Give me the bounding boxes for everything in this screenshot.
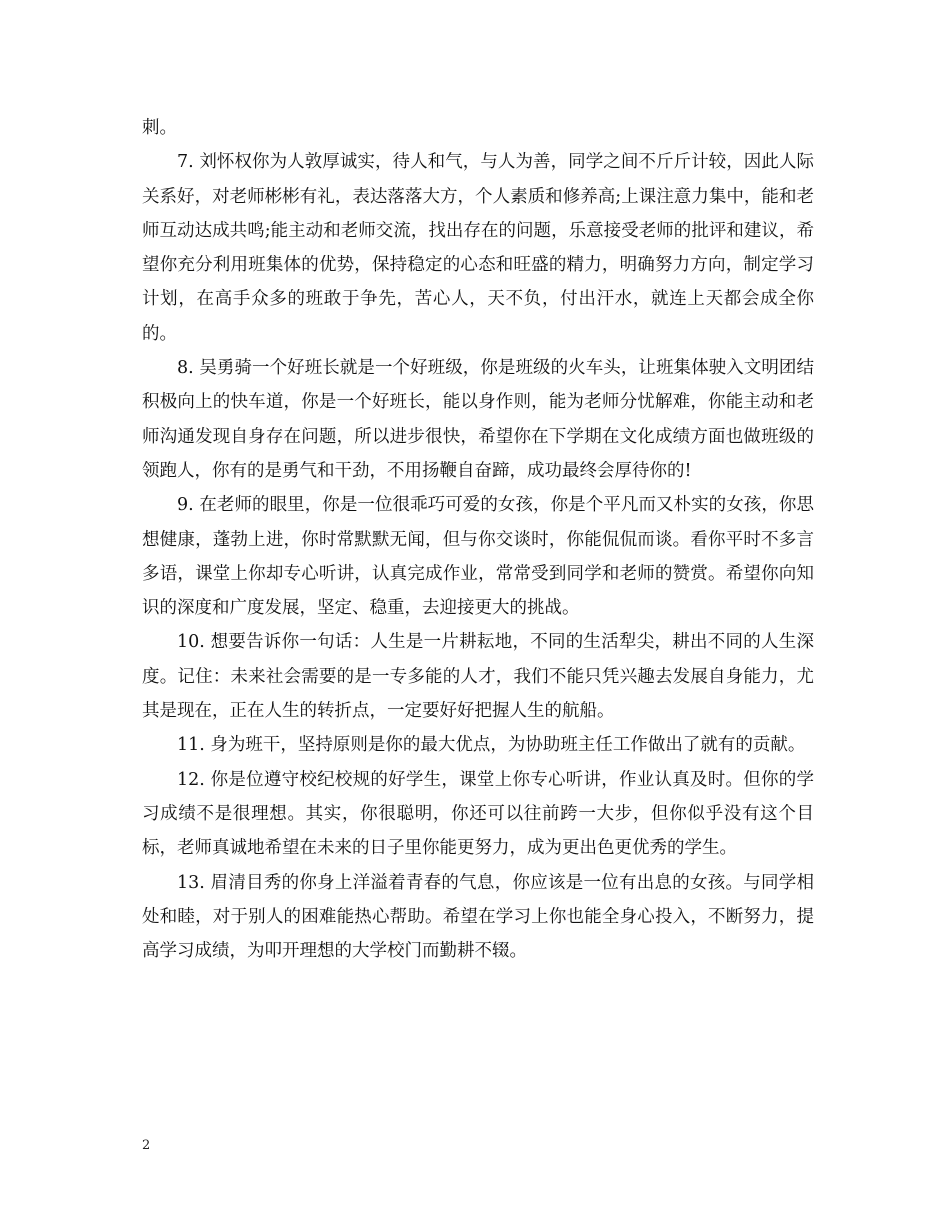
paragraph-comment-7: 7. 刘怀权你为人敦厚诚实，待人和气，与人为善，同学之间不斤斤计较，因此人际关系好，对老师彬彬有礼，表达落落大方，个人素质和修养高;上课注意力集中，能和老师互动达成共鸣;能主动和老师交流，找出存在的问题，乐意接受老师的批评和建议，希望你充分利用班集体的优势，保持稳定的心态和旺盛的精力，明确努力方向，制定学习计划，在高手众多的班敢于争先，苦心人，天不负，付出汗水，就连上天都会成全你的。 — [142, 152, 814, 344]
paragraph-comment-8: 8. 吴勇骑一个好班长就是一个好班级，你是班级的火车头，让班集体驶入文明团结积极向上的快车道，你是一个好班长，能以身作则，能为老师分忧解难，你能主动和老师沟通发现自身存在问题，所以进步很快，希望你在下学期在文化成绩方面也做班级的领跑人，你有的是勇气和干劲，不用扬鞭自奋蹄，成功最终会厚待你的! — [142, 358, 814, 481]
page-number: 2 — [142, 1138, 151, 1153]
paragraph-comment-13: 13. 眉清目秀的你身上洋溢着青春的气息，你应该是一位有出息的女孩。与同学相处和睦，对于别人的困难能热心帮助。希望在学习上你也能全身心投入，不断努力，提高学习成绩，为叩开理想的大学校门而勤耕不辍。 — [142, 872, 814, 962]
paragraph-comment-10: 10. 想要告诉你一句话：人生是一片耕耘地，不同的生活犁尖，耕出不同的人生深度。记住：未来社会需要的是一专多能的人才，我们不能只凭兴趣去发展自身能力，尤其是现在，正在人生的转折点，一定要好好把握人生的航船。 — [142, 632, 814, 722]
paragraph-comment-11: 11. 身为班干，坚持原则是你的最大优点，为协助班主任工作做出了就有的贡献。 — [177, 735, 806, 756]
paragraph-continuation: 刺。 — [142, 118, 177, 138]
paragraph-comment-12: 12. 你是位遵守校纪校规的好学生，课堂上你专心听讲，作业认真及时。但你的学习成绩不是很理想。其实，你很聪明，你还可以往前跨一大步，但你似乎没有这个目标，老师真诚地希望在未来的日子里你能更努力，成为更出色更优秀的学生。 — [142, 769, 814, 859]
paragraph-comment-9: 9. 在老师的眼里，你是一位很乖巧可爱的女孩，你是个平凡而又朴实的女孩，你思想健康，蓬勃上进，你时常默默无闻，但与你交谈时，你能侃侃而谈。看你平时不多言多语，课堂上你却专心听讲，认真完成作业，常常受到同学和老师的赞赏。希望你向知识的深度和广度发展，坚定、稳重，去迎接更大的挑战。 — [142, 495, 814, 619]
body-text — [142, 111, 814, 968]
